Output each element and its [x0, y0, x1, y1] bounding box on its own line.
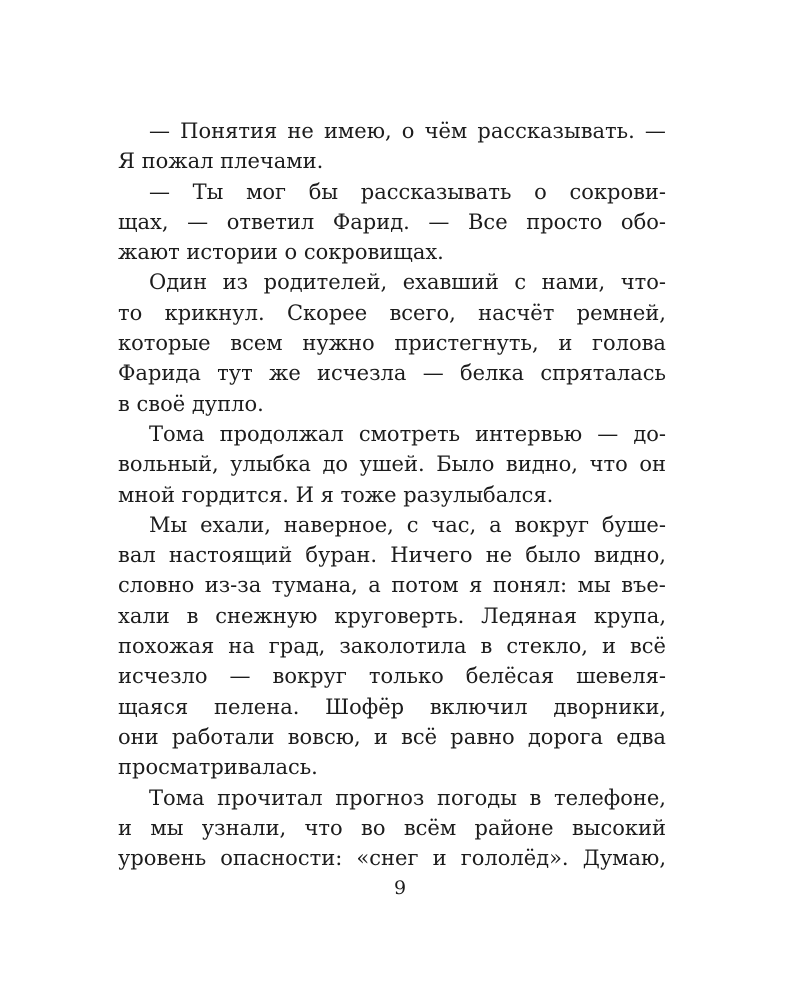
text-line: щаяся пелена. Шофёр включил дворники, [118, 694, 666, 719]
text-line: Один из родителей, ехавший с нами, что- [149, 270, 666, 295]
text-line: щах, — ответил Фарид. — Все просто обо- [118, 209, 666, 234]
paragraph [118, 116, 666, 177]
paragraph [118, 510, 666, 783]
paragraph [118, 267, 666, 418]
text-line: мной гордится. И я тоже разулыбался. [118, 482, 554, 507]
text-line: и мы узнали, что во всём районе высокий [118, 815, 666, 840]
text-line: Фарида тут же исчезла — белка спряталась [118, 361, 666, 386]
text-line: которые всем нужно пристегнуть, и голова [118, 331, 666, 356]
text-line: исчезло — вокруг только белёсая шевеля- [118, 664, 666, 689]
text-line: словно из-за тумана, а потом я понял: мы въе- [118, 573, 666, 598]
text-line: вольный, улыбка до ушей. Было видно, что он [118, 452, 666, 477]
text-line: Тома продолжал смотреть интервью — до- [149, 421, 666, 446]
text-line: — Понятия не имею, о чём рассказывать. — [149, 119, 666, 143]
page-body-text [118, 116, 666, 873]
text-line: — Ты мог бы рассказывать о сокрови- [149, 179, 666, 204]
text-line: похожая на град, заколотила в стекло, и всё [118, 634, 666, 659]
text-line: Тома прочитал прогноз погоды в телефоне, [149, 785, 666, 810]
text-line: то крикнул. Скорее всего, насчёт ремней, [118, 300, 666, 325]
text-line: Я пожал плечами. [118, 149, 324, 174]
paragraph [118, 419, 666, 510]
text-line: в своё дупло. [118, 391, 264, 416]
text-line: уровень опасности: «снег и гололёд». Думаю, [118, 846, 666, 871]
text-line: просматривалась. [118, 755, 318, 780]
text-line: Мы ехали, наверное, с час, а вокруг буше- [149, 512, 666, 537]
page-number: 9 [393, 877, 407, 899]
text-line: они работали вовсю, и всё равно дорога едва [118, 724, 666, 749]
text-line: жают истории о сокровищах. [118, 240, 444, 265]
text-line: вал настоящий буран. Ничего не было видно, [118, 543, 666, 568]
paragraph [118, 177, 666, 268]
text-line: хали в снежную круговерть. Ледяная крупа, [118, 603, 666, 628]
paragraph [118, 783, 666, 874]
